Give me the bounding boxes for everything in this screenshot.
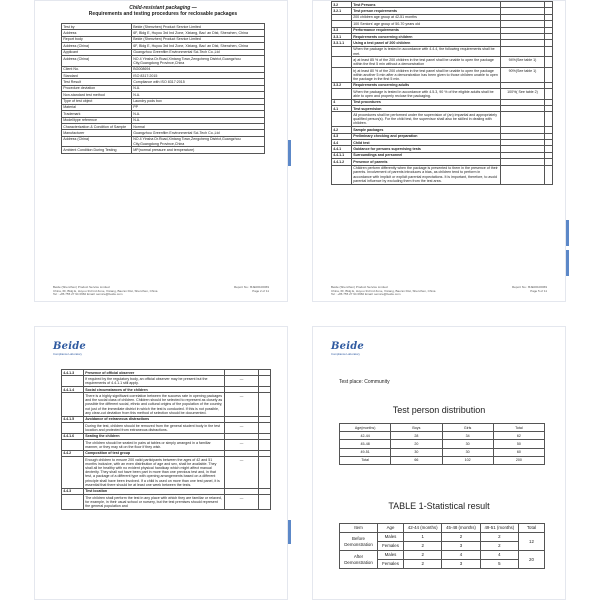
clause-number: 3.3.1.1 (332, 40, 352, 46)
table-row (62, 439, 271, 450)
clause-text: Test Persons (352, 2, 501, 8)
clause-result: — (225, 393, 259, 416)
table-cell: 2 (404, 542, 442, 551)
table-cell: 3 (442, 560, 480, 569)
field-value: Laundry pods box (132, 98, 265, 104)
clause-result: 100%( See table 2) (501, 89, 545, 100)
clause-table (331, 1, 553, 185)
clause-text: b) at least 80 % of the 200 children in the test panel shall be unable to open the package within another 5 min after a demonstration has been given to those children unable to open the package in the first 5 min. (352, 67, 501, 82)
logo-subtitle: Compliance Laboratory (53, 352, 82, 356)
clause-text: Test person requirements (352, 8, 501, 14)
clause-text: Test supervision (352, 106, 501, 112)
field-value: NO.4 Yinsha Dr.Road,Xintang Town,Zengcheng District,Guangzhou City,Guangdong Province,China (132, 136, 265, 147)
clause-number (332, 112, 352, 127)
table-cell: 50 (493, 440, 544, 448)
column-header: Item (340, 524, 378, 533)
clause-result: — (225, 439, 259, 450)
clause-number: 3.3 (332, 27, 352, 33)
table-cell: Males (378, 551, 404, 560)
table-cell: 200 (493, 456, 544, 464)
table-row (340, 456, 545, 464)
table-cell: 4 (442, 551, 480, 560)
field-value: BG008694 (132, 66, 265, 72)
footer-page-number: Page 5 of 11 (530, 288, 547, 293)
field-value: N.A. (132, 85, 265, 91)
table-row (62, 55, 265, 66)
footer-company: Beide (Shenzhen) Product Service Limited (331, 285, 388, 290)
table-row (332, 67, 553, 82)
table-cell: 20 (391, 440, 442, 448)
field-label: Trademark (62, 111, 132, 117)
verdict-cell (545, 57, 553, 68)
clause-number (62, 494, 84, 509)
clause-text: Surroundings and personnel (352, 152, 501, 158)
clause-text: Social circumstances of the children (84, 386, 225, 392)
company-logo (331, 341, 364, 356)
report-page-5 (312, 0, 566, 302)
field-value: N.A. (132, 92, 265, 98)
table-cell: 30 (442, 440, 493, 448)
table-row (340, 440, 545, 448)
table-row (62, 393, 271, 416)
table-cell: Females (378, 542, 404, 551)
footer-address: China, 6F, Bldg E, Huyou 3rd Ind Zone, Xixiang, Bao'an Dist, Shenzhen, China (331, 288, 436, 293)
footer-report-no: Report No.: BJE00100069 (233, 285, 269, 290)
clause-text: Sample packages (352, 127, 501, 133)
verdict-cell (259, 422, 271, 433)
clause-text: Composition of test group (84, 450, 225, 456)
field-label: Manufacturer (62, 130, 132, 136)
clause-number (332, 67, 352, 82)
clause-result (501, 112, 545, 127)
clause-text: When the package is tested in accordance with 4.5.3, 90 % of the eligible adults shall be able to open and properly reclose the packaging. (352, 89, 501, 100)
group-total: 20 (519, 551, 545, 569)
field-value: ISO 8317:2015 (132, 72, 265, 78)
field-value: 6F, Bldg E, Huyou 3rd Ind Zone, Xixiang, Bao' an Dist, Shenzhen, China (132, 43, 265, 49)
table-cell: 3 (442, 542, 480, 551)
footer-address: China, 6F, Bldg E, Huyou 3rd Ind Zone, Xixiang, Bao'an Dist, Shenzhen, China (53, 288, 158, 293)
table-cell: 49-51 (340, 448, 391, 456)
table-row (62, 136, 265, 147)
clause-result (501, 46, 545, 57)
table-cell: 2 (442, 533, 480, 542)
table-row (332, 57, 553, 68)
clause-text: All procedures shall be performed under the supervision of (an) impartial and appropriately qualified person(s). For the child test, the supervisor shall also be skilled in dealing with children. (352, 112, 501, 127)
table-cell: 42-44 (340, 432, 391, 440)
field-value: PP (132, 104, 265, 110)
verdict-cell (259, 494, 271, 509)
clause-text: Presence of official observer (84, 370, 225, 376)
table-cell: 60 (493, 448, 544, 456)
clause-number (62, 376, 84, 387)
clause-text: During the test, children should be removed from the general student body in the test location and protected from extraneous distractions. (84, 422, 225, 433)
verdict-cell (545, 165, 553, 184)
clause-text: Seating the children (84, 433, 225, 439)
clause-text: Performance requirements (352, 27, 501, 33)
table-cell: 1 (404, 533, 442, 542)
statistical-table (339, 523, 545, 569)
report-info-table (61, 23, 265, 154)
distribution-table (339, 423, 545, 465)
column-header: 49-51 (months) (480, 524, 518, 533)
clause-text: The children shall perform the test in any place with which they are familiar or relaxed, for example, in their usual school or nursery, but the test premises should represent the general population and (84, 494, 225, 509)
table-row (332, 46, 553, 57)
clause-number: 4.4 (332, 140, 352, 146)
logo-text: Beide (331, 341, 364, 352)
clause-number: 4.4.1.4 (62, 386, 84, 392)
verdict-cell (545, 112, 553, 127)
clause-text: Children perform differently when the package is presented to them in the presence of their parents. Involvement of parents introduces a bias, as children tend to perform in accordance with implicit or explicit parental expectations. It is important, therefore, to avoid parental influence by excluding them from the test area. (352, 165, 501, 184)
verdict-cell (545, 67, 553, 82)
page-header (61, 5, 265, 17)
clause-number (332, 165, 352, 184)
table-cell: 2 (480, 542, 518, 551)
clause-number: 4.2 (332, 127, 352, 133)
clause-text: Test location (84, 488, 225, 494)
field-label: Type of test object (62, 98, 132, 104)
verdict-cell (259, 456, 271, 488)
clause-table (61, 369, 271, 510)
clause-number: 4.4.3 (62, 488, 84, 494)
table-cell: 102 (442, 456, 493, 464)
clause-number: 4.1 (332, 106, 352, 112)
field-label: Test Result (62, 79, 132, 85)
logo-subtitle: Compliance Laboratory (331, 352, 360, 356)
footer-contact: Tel : +86 755 27 94 0960 Email: service@beide.com (331, 292, 401, 297)
field-value: NO.4 Yinsha Dr.Road,Xintang Town,Zengcheng District,Guangzhou City,Guangdong Province,China (132, 55, 265, 66)
page-footer (331, 286, 547, 297)
clause-number: 3.3.2 (332, 82, 352, 88)
column-header: Total (519, 524, 545, 533)
field-value: MP(normal pressure and temperature) (132, 147, 265, 153)
clause-text: Guidance for persons supervising tests (352, 146, 501, 152)
clause-text: Avoidance of extraneous distractions (84, 416, 225, 422)
page-edge-marker (566, 250, 569, 276)
footer-company: Beide (Shenzhen) Product Service Limited (53, 285, 110, 290)
clause-number: 4.4.2 (62, 450, 84, 456)
clause-number: 4.3 (332, 133, 352, 139)
clause-result (501, 165, 545, 184)
column-header: Age (378, 524, 404, 533)
header-line-2: Requirements and testing procedures for reclosable packages (88, 11, 238, 17)
table-cell: 45-48 (340, 440, 391, 448)
clause-number (332, 89, 352, 100)
field-value: 6F, Bldg E, Huyou 3rd Ind Zone, Xixiang, Bao' an Dist, Shenzhen, China (132, 30, 265, 36)
table-row (62, 376, 271, 387)
table-cell: 4 (480, 551, 518, 560)
field-value: Beide (Shenzhen) Product Service Limited (132, 24, 265, 30)
footer-page-number: Page 2 of 11 (252, 288, 269, 293)
clause-number: 4.4.1 (332, 146, 352, 152)
group-label: After Demonstration (340, 551, 378, 569)
field-label: Address (China) (62, 43, 132, 49)
column-header: Age(months) (340, 424, 391, 432)
verdict-cell (259, 393, 271, 416)
clause-number: 4.4.1.5 (62, 416, 84, 422)
field-value: Beide (Shenzhen) Product Service Limited (132, 36, 265, 42)
field-label: Standard (62, 72, 132, 78)
table-row (62, 147, 265, 153)
field-label: Procedure deviation (62, 85, 132, 91)
clause-text: The children should be seated in pairs at tables or simply arranged in a familiar manner, or they may sit on the floor if they wish. (84, 439, 225, 450)
clause-text: a) at least 85 % of the 200 children in the test panel shall be unable to open the package within the first 5 min without a demonstration (352, 57, 501, 68)
clause-number: 4.4.1.1 (332, 152, 352, 158)
table-cell: 28 (391, 432, 442, 440)
clause-text: There is a highly significant correlation between the success rate in opening packages and the social class of children. Children should be selected to represent as closely as possible the different social, ethnic and cultural origins of the population of the country, not just of the immediate district in which the test is conducted. If this is not possible, any clear-cut deviation from this method of selection should be documented. (84, 393, 225, 416)
field-label: Non-standard test method (62, 92, 132, 98)
verdict-cell (259, 439, 271, 450)
clause-text: When the package is tested in accordance with 4.4.4, the following requirements shall be met. (352, 46, 501, 57)
report-page-2 (34, 0, 288, 302)
distribution-title: Test person distribution (392, 405, 486, 415)
table-cell: 62 (493, 432, 544, 440)
table-row (340, 432, 545, 440)
clause-text: Enough children to ensure 200 valid participants between the ages of 42 and 51 months inclusive, with an even distribution of age and sex, shall be available. They shall all be healthy with no evident physical handicap which might affect manual dexterity. They shall not have been part in more than one previous test and, in that test, a package of a different type with opening arrangements based on a different principle shall have been involved. If a child is used on more than one test panel, it is essential that there should be at least one week between the tests. (84, 456, 225, 488)
verdict-cell (545, 46, 553, 57)
table-cell: 5 (480, 560, 518, 569)
report-page-6 (34, 326, 288, 600)
field-value: Guangzhou Greenfilm Environmental Sci-Tech Co.,Ltd (132, 49, 265, 55)
clause-number (62, 393, 84, 416)
header-line-1: Child-resistant packaging — (129, 5, 197, 11)
clause-text: Child test (352, 140, 501, 146)
clause-text: 100 Seniors' age group of 50-70 years old (352, 21, 501, 27)
table-cell: 2 (404, 551, 442, 560)
verdict-cell (545, 89, 553, 100)
table-row (332, 89, 553, 100)
group-label: Before Demonstration (340, 533, 378, 551)
clause-text: Preliminary checking and preparation (352, 133, 501, 139)
page-edge-marker (288, 520, 291, 544)
statistical-title: TABLE 1-Statistical result (388, 501, 490, 511)
report-page-7 (312, 326, 566, 600)
field-value: Guangzhou Greenfilm Environmental Sci-Tech Co.,Ltd (132, 130, 265, 136)
field-label: Material (62, 104, 132, 110)
group-total: 12 (519, 533, 545, 551)
table-cell: Total (340, 456, 391, 464)
column-header: 42-44 (months) (404, 524, 442, 533)
table-cell: 34 (442, 432, 493, 440)
table-cell: 2 (480, 533, 518, 542)
clause-number (332, 46, 352, 57)
table-cell: Males (378, 533, 404, 542)
clause-number (62, 456, 84, 488)
field-label: Address (China) (62, 136, 132, 147)
company-logo (53, 341, 86, 356)
clause-result: — (225, 494, 259, 509)
field-label: Address (China) (62, 55, 132, 66)
clause-number (62, 422, 84, 433)
clause-text: Requirements concerning children (352, 33, 501, 39)
table-cell: 2 (404, 560, 442, 569)
table-row (62, 456, 271, 488)
field-label: Address (62, 30, 132, 36)
field-label: Characterization & Condition of Sample (62, 124, 132, 130)
table-cell: 30 (391, 448, 442, 456)
table-row (340, 551, 545, 560)
clause-result: 94%(See table 1) (501, 57, 545, 68)
field-value: Normal (132, 124, 265, 130)
clause-number: 3.2 (332, 2, 352, 8)
clause-number: 3.2.1 (332, 8, 352, 14)
test-place: Test place: Community (339, 379, 390, 385)
verdict-cell (259, 376, 271, 387)
table-cell: Females (378, 560, 404, 569)
clause-number: 4 (332, 99, 352, 105)
footer-report-no: Report No.: BJE00100069 (511, 285, 547, 290)
clause-text: If required by the regulatory body, an official observer may be present but the requirements of 4.4.1.1 still apply. (84, 376, 225, 387)
field-value: N.A. (132, 117, 265, 123)
clause-number: 3.3.1 (332, 33, 352, 39)
clause-text: Test procedures (352, 99, 501, 105)
table-cell: 30 (442, 448, 493, 456)
clause-result: — (225, 456, 259, 488)
field-label: Model/type reference (62, 117, 132, 123)
column-header: 45-48 (months) (442, 524, 480, 533)
clause-result: — (225, 376, 259, 387)
field-value: N.A. (132, 111, 265, 117)
clause-number: 4.4.1.2 (332, 159, 352, 165)
table-row (340, 533, 545, 542)
clause-number (332, 57, 352, 68)
clause-number: 4.4.1.6 (62, 433, 84, 439)
table-row (62, 494, 271, 509)
table-cell: 66 (391, 456, 442, 464)
clause-number (62, 439, 84, 450)
field-label: Report body (62, 36, 132, 42)
table-row (332, 112, 553, 127)
field-label: Test by (62, 24, 132, 30)
clause-number: 4.4.1.3 (62, 370, 84, 376)
field-value: Compliance with ISO 8317:2015 (132, 79, 265, 85)
clause-result: 90%(See table 1) (501, 67, 545, 82)
column-header: Total (493, 424, 544, 432)
footer-contact: Tel : +86 755 27 94 0960 Email: service@beide.com (53, 292, 123, 297)
table-row (332, 165, 553, 184)
page-footer (53, 286, 269, 297)
clause-text: 200 children age group at 42-51 months (352, 14, 501, 20)
logo-text: Beide (53, 341, 86, 352)
clause-text: Presence of parents (352, 159, 501, 165)
clause-text: Requirements concerning adults (352, 82, 501, 88)
column-header: Boys (391, 424, 442, 432)
table-row (62, 422, 271, 433)
clause-result: — (225, 422, 259, 433)
field-label: Applicant (62, 49, 132, 55)
clause-text: Using a test panel of 200 children (352, 40, 501, 46)
table-row (340, 448, 545, 456)
field-label: Client No. (62, 66, 132, 72)
field-label: Ambient Condition During Testing (62, 147, 132, 153)
page-edge-marker (566, 220, 569, 246)
column-header: Girls (442, 424, 493, 432)
page-edge-marker (288, 140, 291, 166)
